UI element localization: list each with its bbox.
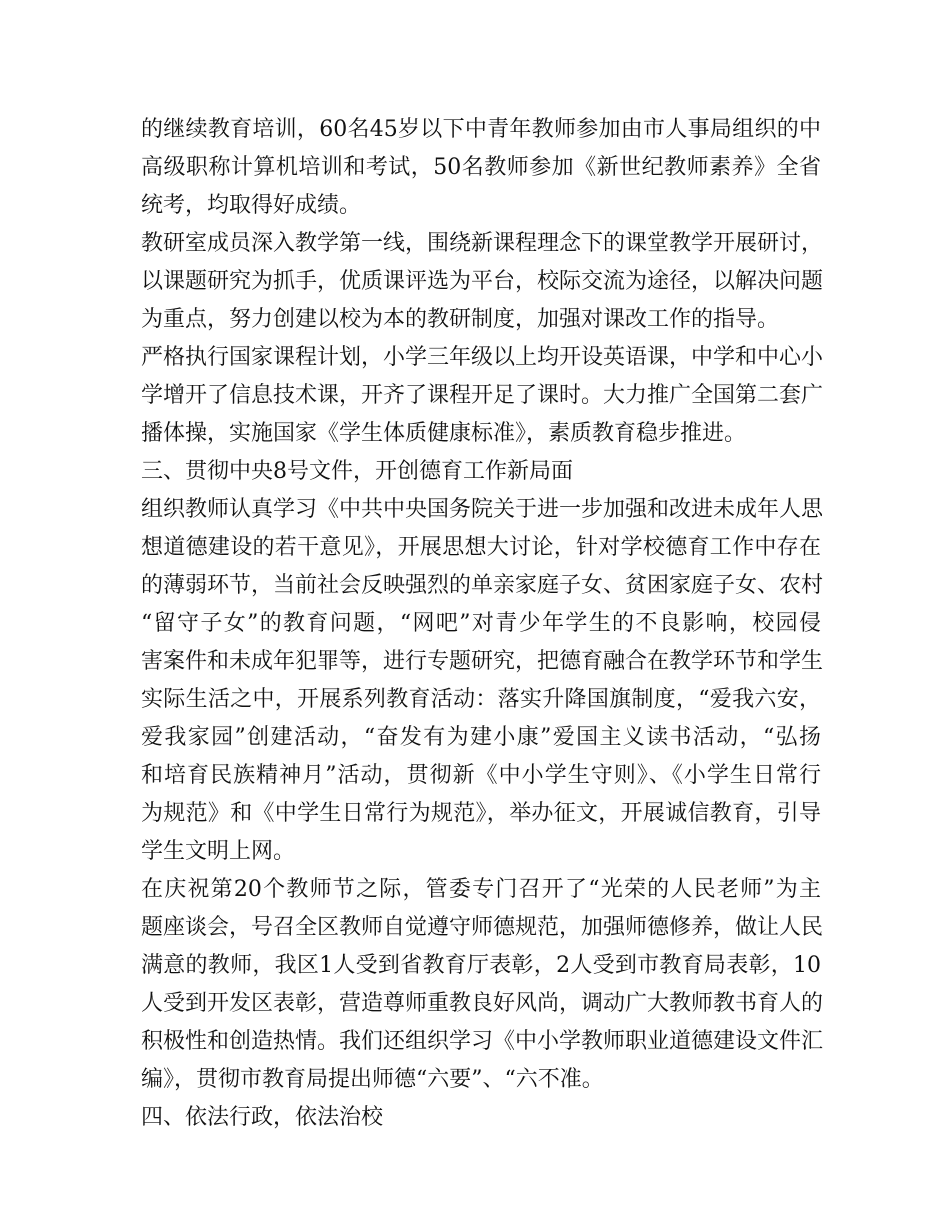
section-heading: 三、贯彻中央8号文件，开创德育工作新局面: [141, 459, 573, 484]
text-line: 想道德建设的若干意见》，开展思想大讨论，针对学校德育工作中存在: [141, 535, 821, 560]
text-line: 播体操，实施国家《学生体质健康标准》，素质教育稳步推进。: [141, 421, 747, 446]
text-line: 的继续教育培训，60名45岁以下中青年教师参加由市人事局组织的中: [141, 117, 821, 142]
text-line: 编》，贯彻市教育局提出师德“六要”、“六不准。: [141, 1067, 604, 1092]
text-line: 爱我家园”创建活动，“奋发有为建小康”爱国主义读书活动，“弘扬: [141, 725, 821, 750]
text-line: 组织教师认真学习《中共中央国务院关于进一步加强和改进未成年人思: [141, 497, 824, 522]
text-line: 统考，均取得好成绩。: [141, 193, 362, 218]
text-line: 为规范》和《中学生日常行为规范》，举办征文，开展诚信教育，引导: [141, 801, 821, 826]
text-line: 实际生活之中，开展系列教育活动：落实升降国旗制度，“爱我六安，: [141, 687, 821, 712]
text-line: 人受到开发区表彰，营造尊师重教良好风尚，调动广大教师教书育人的: [141, 991, 824, 1016]
text-line: 题座谈会，号召全区教师自觉遵守师德规范，加强师德修养，做让人民: [141, 915, 824, 940]
text-line: 的薄弱环节，当前社会反映强烈的单亲家庭子女、贫困家庭子女、农村: [141, 573, 824, 598]
text-line: 教研室成员深入教学第一线，围绕新课程理念下的课堂教学开展研讨，: [141, 231, 824, 256]
text-line: 为重点，努力创建以校为本的教研制度，加强对课改工作的指导。: [141, 307, 780, 332]
text-line: “留守子女”的教育问题，“网吧”对青少年学生的不良影响，校园侵: [141, 611, 821, 636]
text-line: 积极性和创造热情。我们还组织学习《中小学教师职业道德建设文件汇: [141, 1029, 824, 1054]
text-line: 满意的教师，我区1人受到省教育厅表彰，2人受到市教育局表彰，10: [141, 953, 821, 978]
text-line: 严格执行国家课程计划，小学三年级以上均开设英语课，中学和中心小: [141, 345, 824, 370]
text-line: 以课题研究为抓手，优质课评选为平台，校际交流为途径，以解决问题: [141, 269, 824, 294]
text-line: 害案件和未成年犯罪等，进行专题研究，把德育融合在教学环节和学生: [141, 649, 824, 674]
text-line: 高级职称计算机培训和考试，50名教师参加《新世纪教师素养》全省: [141, 155, 821, 180]
text-line: 和培育民族精神月”活动，贯彻新《中小学生守则》、《小学生日常行: [141, 763, 821, 788]
text-line: 学生文明上网。: [141, 839, 296, 864]
text-line: 学增开了信息技术课，开齐了课程开足了课时。大力推广全国第二套广: [141, 383, 824, 408]
section-heading: 四、依法行政，依法治校: [141, 1105, 384, 1130]
text-line: 在庆祝第20个教师节之际，管委专门召开了“光荣的人民老师”为主: [141, 877, 821, 902]
